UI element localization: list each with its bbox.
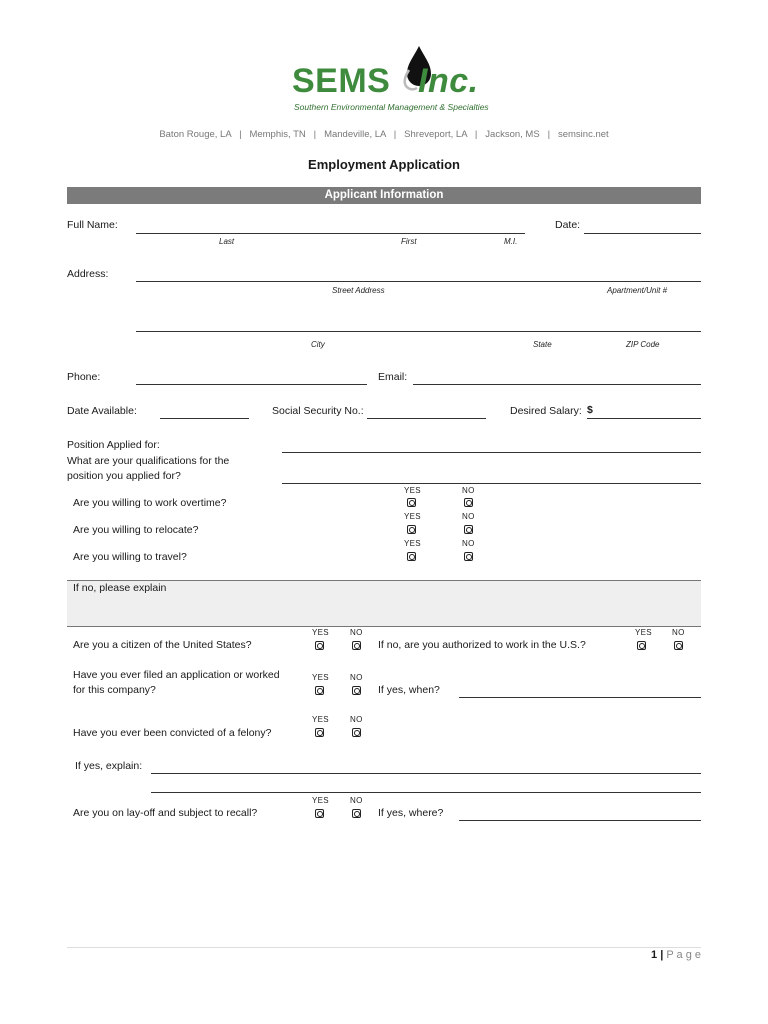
relocate-question: Are you willing to relocate?	[73, 524, 199, 536]
overtime-no-label: NO	[462, 486, 475, 495]
state-caption: State	[533, 340, 552, 349]
ssn-input[interactable]	[367, 418, 486, 419]
email-input[interactable]	[413, 384, 701, 385]
logo-word-right: Inc.	[418, 62, 479, 100]
apt-caption: Apartment/Unit #	[607, 286, 668, 295]
layoff-yes-checkbox[interactable]	[315, 809, 324, 818]
overtime-no-checkbox[interactable]	[464, 498, 473, 507]
overtime-yes-checkbox[interactable]	[407, 498, 416, 507]
page-number: 1	[651, 949, 658, 961]
salary-dollar-sign: $	[587, 404, 593, 416]
logo-word-left: SEMS	[292, 62, 391, 100]
page-word: P a g e	[666, 949, 701, 961]
citizen-question: Are you a citizen of the United States?	[73, 639, 252, 651]
ssn-label: Social Security No.:	[272, 405, 364, 417]
last-caption: Last	[219, 237, 235, 246]
felony-question: Have you ever been convicted of a felony?	[73, 727, 272, 739]
authorized-no-label: NO	[672, 628, 685, 637]
felony-no-checkbox[interactable]	[352, 728, 361, 737]
relocate-no-label: NO	[462, 512, 475, 521]
city-state-zip-input[interactable]	[136, 331, 701, 332]
when-input[interactable]	[459, 697, 701, 698]
citizen-yes-checkbox[interactable]	[315, 641, 324, 650]
company-logo	[292, 44, 489, 116]
full-name-label: Full Name:	[67, 219, 118, 231]
applied-question-1: Have you ever filed an application or worked	[73, 669, 280, 681]
authorized-yes-label: YES	[635, 628, 652, 637]
relocate-no-checkbox[interactable]	[464, 525, 473, 534]
layoff-no-checkbox[interactable]	[352, 809, 361, 818]
qualifications-input[interactable]	[282, 483, 701, 484]
authorized-yes-checkbox[interactable]	[637, 641, 646, 650]
date-input[interactable]	[584, 233, 701, 234]
applied-no-checkbox[interactable]	[352, 686, 361, 695]
applied-yes-checkbox[interactable]	[315, 686, 324, 695]
mi-caption: M.I.	[504, 237, 518, 246]
layoff-question: Are you on lay-off and subject to recall?	[73, 807, 258, 819]
felony-no-label: NO	[350, 715, 363, 724]
position-label: Position Applied for:	[67, 439, 160, 451]
felony-explain-input-2[interactable]	[151, 792, 701, 793]
travel-no-label: NO	[462, 539, 475, 548]
citizen-yes-label: YES	[312, 628, 329, 637]
first-caption: First	[401, 237, 417, 246]
section-header: Applicant Information	[67, 187, 701, 204]
applied-no-label: NO	[350, 673, 363, 682]
authorized-no-checkbox[interactable]	[674, 641, 683, 650]
citizen-no-label: NO	[350, 628, 363, 637]
applied-yes-label: YES	[312, 673, 329, 682]
page-title: Employment Application	[308, 157, 460, 172]
page-footer	[600, 949, 701, 961]
footer-rule	[67, 947, 701, 948]
phone-label: Phone:	[67, 371, 101, 383]
street-address-input[interactable]	[136, 281, 701, 282]
when-label: If yes, when?	[378, 684, 440, 696]
date-label: Date:	[555, 219, 581, 231]
felony-explain-label: If yes, explain:	[75, 760, 143, 772]
overtime-yes-label: YES	[404, 486, 421, 495]
city-caption: City	[311, 340, 325, 349]
felony-yes-checkbox[interactable]	[315, 728, 324, 737]
locations-line: Baton Rouge, LA | Memphis, TN | Mandeville, LA | Shreveport, LA | Jackson, MS | semsinc.net	[159, 129, 609, 140]
relocate-yes-label: YES	[404, 512, 421, 521]
felony-explain-input-1[interactable]	[151, 773, 701, 774]
relocate-yes-checkbox[interactable]	[407, 525, 416, 534]
felony-yes-label: YES	[312, 715, 329, 724]
layoff-no-label: NO	[350, 796, 363, 805]
where-label: If yes, where?	[378, 807, 444, 819]
date-available-label: Date Available:	[67, 405, 137, 417]
qualifications-label-1: What are your qualifications for the	[67, 455, 230, 467]
email-label: Email:	[378, 371, 408, 383]
address-label: Address:	[67, 268, 109, 280]
phone-input[interactable]	[136, 384, 367, 385]
travel-yes-checkbox[interactable]	[407, 552, 416, 561]
travel-yes-label: YES	[404, 539, 421, 548]
overtime-question: Are you willing to work overtime?	[73, 497, 227, 509]
travel-no-checkbox[interactable]	[464, 552, 473, 561]
date-available-input[interactable]	[160, 418, 249, 419]
where-input[interactable]	[459, 820, 701, 821]
desired-salary-label: Desired Salary:	[510, 405, 582, 417]
authorized-question: If no, are you authorized to work in the U.S.?	[378, 639, 586, 651]
qualifications-label-2: position you applied for?	[67, 470, 181, 482]
zip-caption: ZIP Code	[626, 340, 660, 349]
layoff-yes-label: YES	[312, 796, 329, 805]
explain-label: If no, please explain	[73, 582, 167, 594]
applied-question-2: for this company?	[73, 684, 156, 696]
full-name-input[interactable]	[136, 233, 525, 234]
position-input[interactable]	[282, 452, 701, 453]
logo-tagline: Southern Environmental Management & Specialties	[294, 102, 489, 112]
citizen-no-checkbox[interactable]	[352, 641, 361, 650]
page-separator: |	[660, 949, 664, 961]
desired-salary-input[interactable]	[587, 418, 701, 419]
travel-question: Are you willing to travel?	[73, 551, 187, 563]
street-caption: Street Address	[332, 286, 385, 295]
